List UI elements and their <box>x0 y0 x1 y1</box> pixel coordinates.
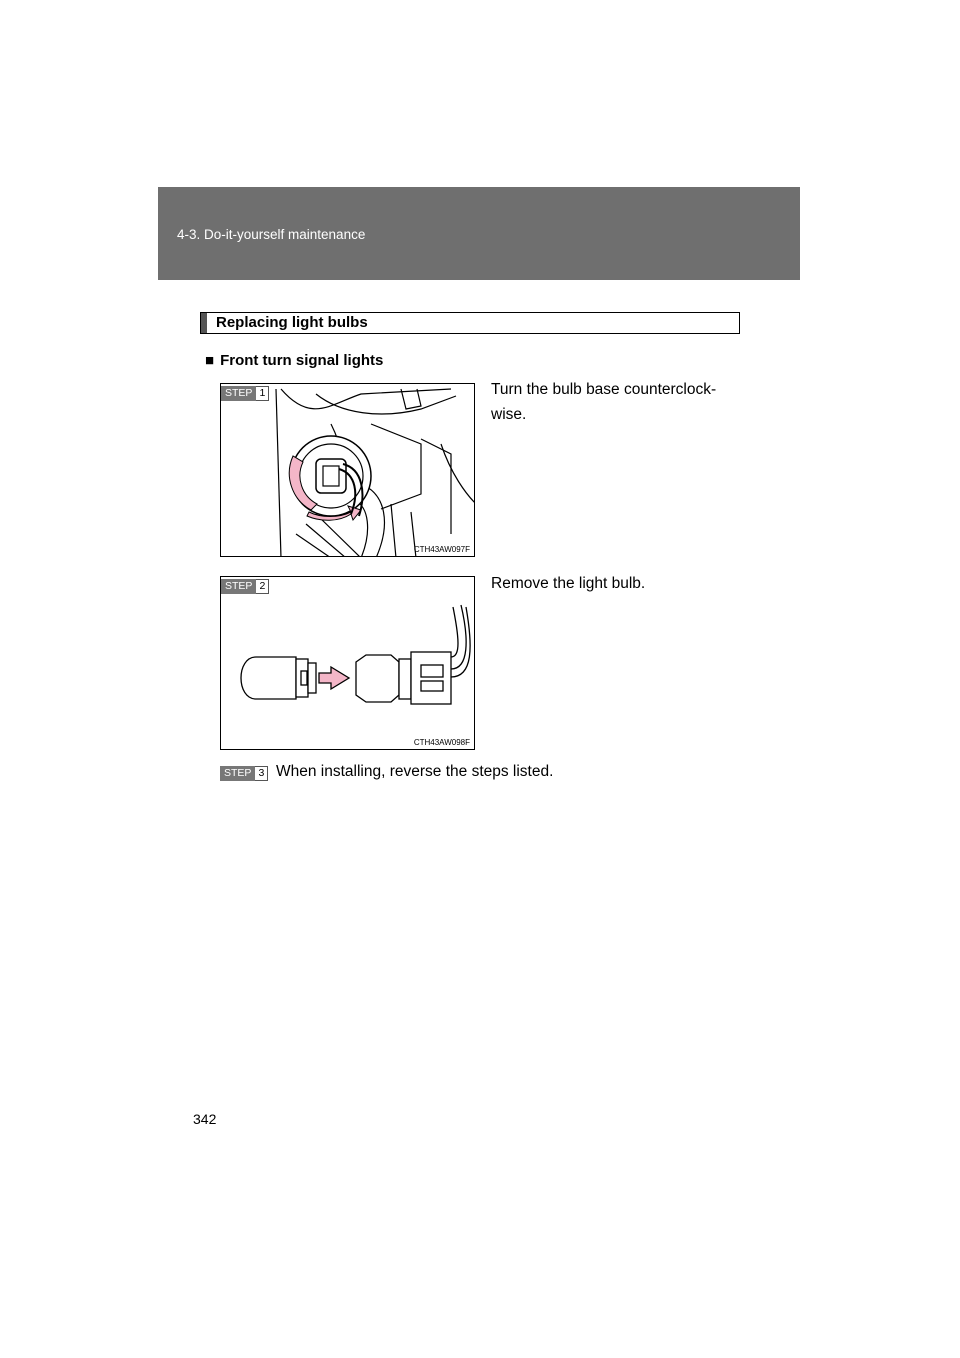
step-badge-number: 3 <box>255 766 268 781</box>
figure-step-2 <box>220 576 475 750</box>
step-2-text: Remove the light bulb. <box>491 575 646 592</box>
page-number: 342 <box>193 1111 217 1127</box>
step-badge-number: 1 <box>256 386 269 401</box>
section-title-text: Replacing light bulbs <box>216 314 368 331</box>
step-1-text: Turn the bulb base counterclock-wise. <box>491 381 717 423</box>
step-badge-2 <box>221 579 269 594</box>
step-badge-3 <box>220 766 268 781</box>
figure-code: CTH43AW097F <box>413 545 470 554</box>
step-badge-1 <box>221 386 269 401</box>
figure-step-1 <box>220 383 475 557</box>
step-badge-label: STEP <box>221 579 256 594</box>
step-badge-label: STEP <box>221 386 256 401</box>
subheading-text: Front turn signal lights <box>220 352 384 369</box>
figure-code: CTH43AW098F <box>413 738 470 747</box>
section-path: 4-3. Do-it-yourself maintenance <box>177 227 366 242</box>
subheading-bullet: ■ <box>205 352 215 369</box>
bulb-base-rotation-illustration <box>221 384 475 557</box>
section-title <box>200 312 740 334</box>
step-badge-number: 2 <box>256 579 269 594</box>
step-badge-label: STEP <box>220 766 255 781</box>
subheading <box>205 352 383 369</box>
section-title-marker <box>201 313 207 333</box>
light-bulb-removal-illustration <box>221 577 475 750</box>
step-3-text: When installing, reverse the steps listed. <box>276 763 554 780</box>
